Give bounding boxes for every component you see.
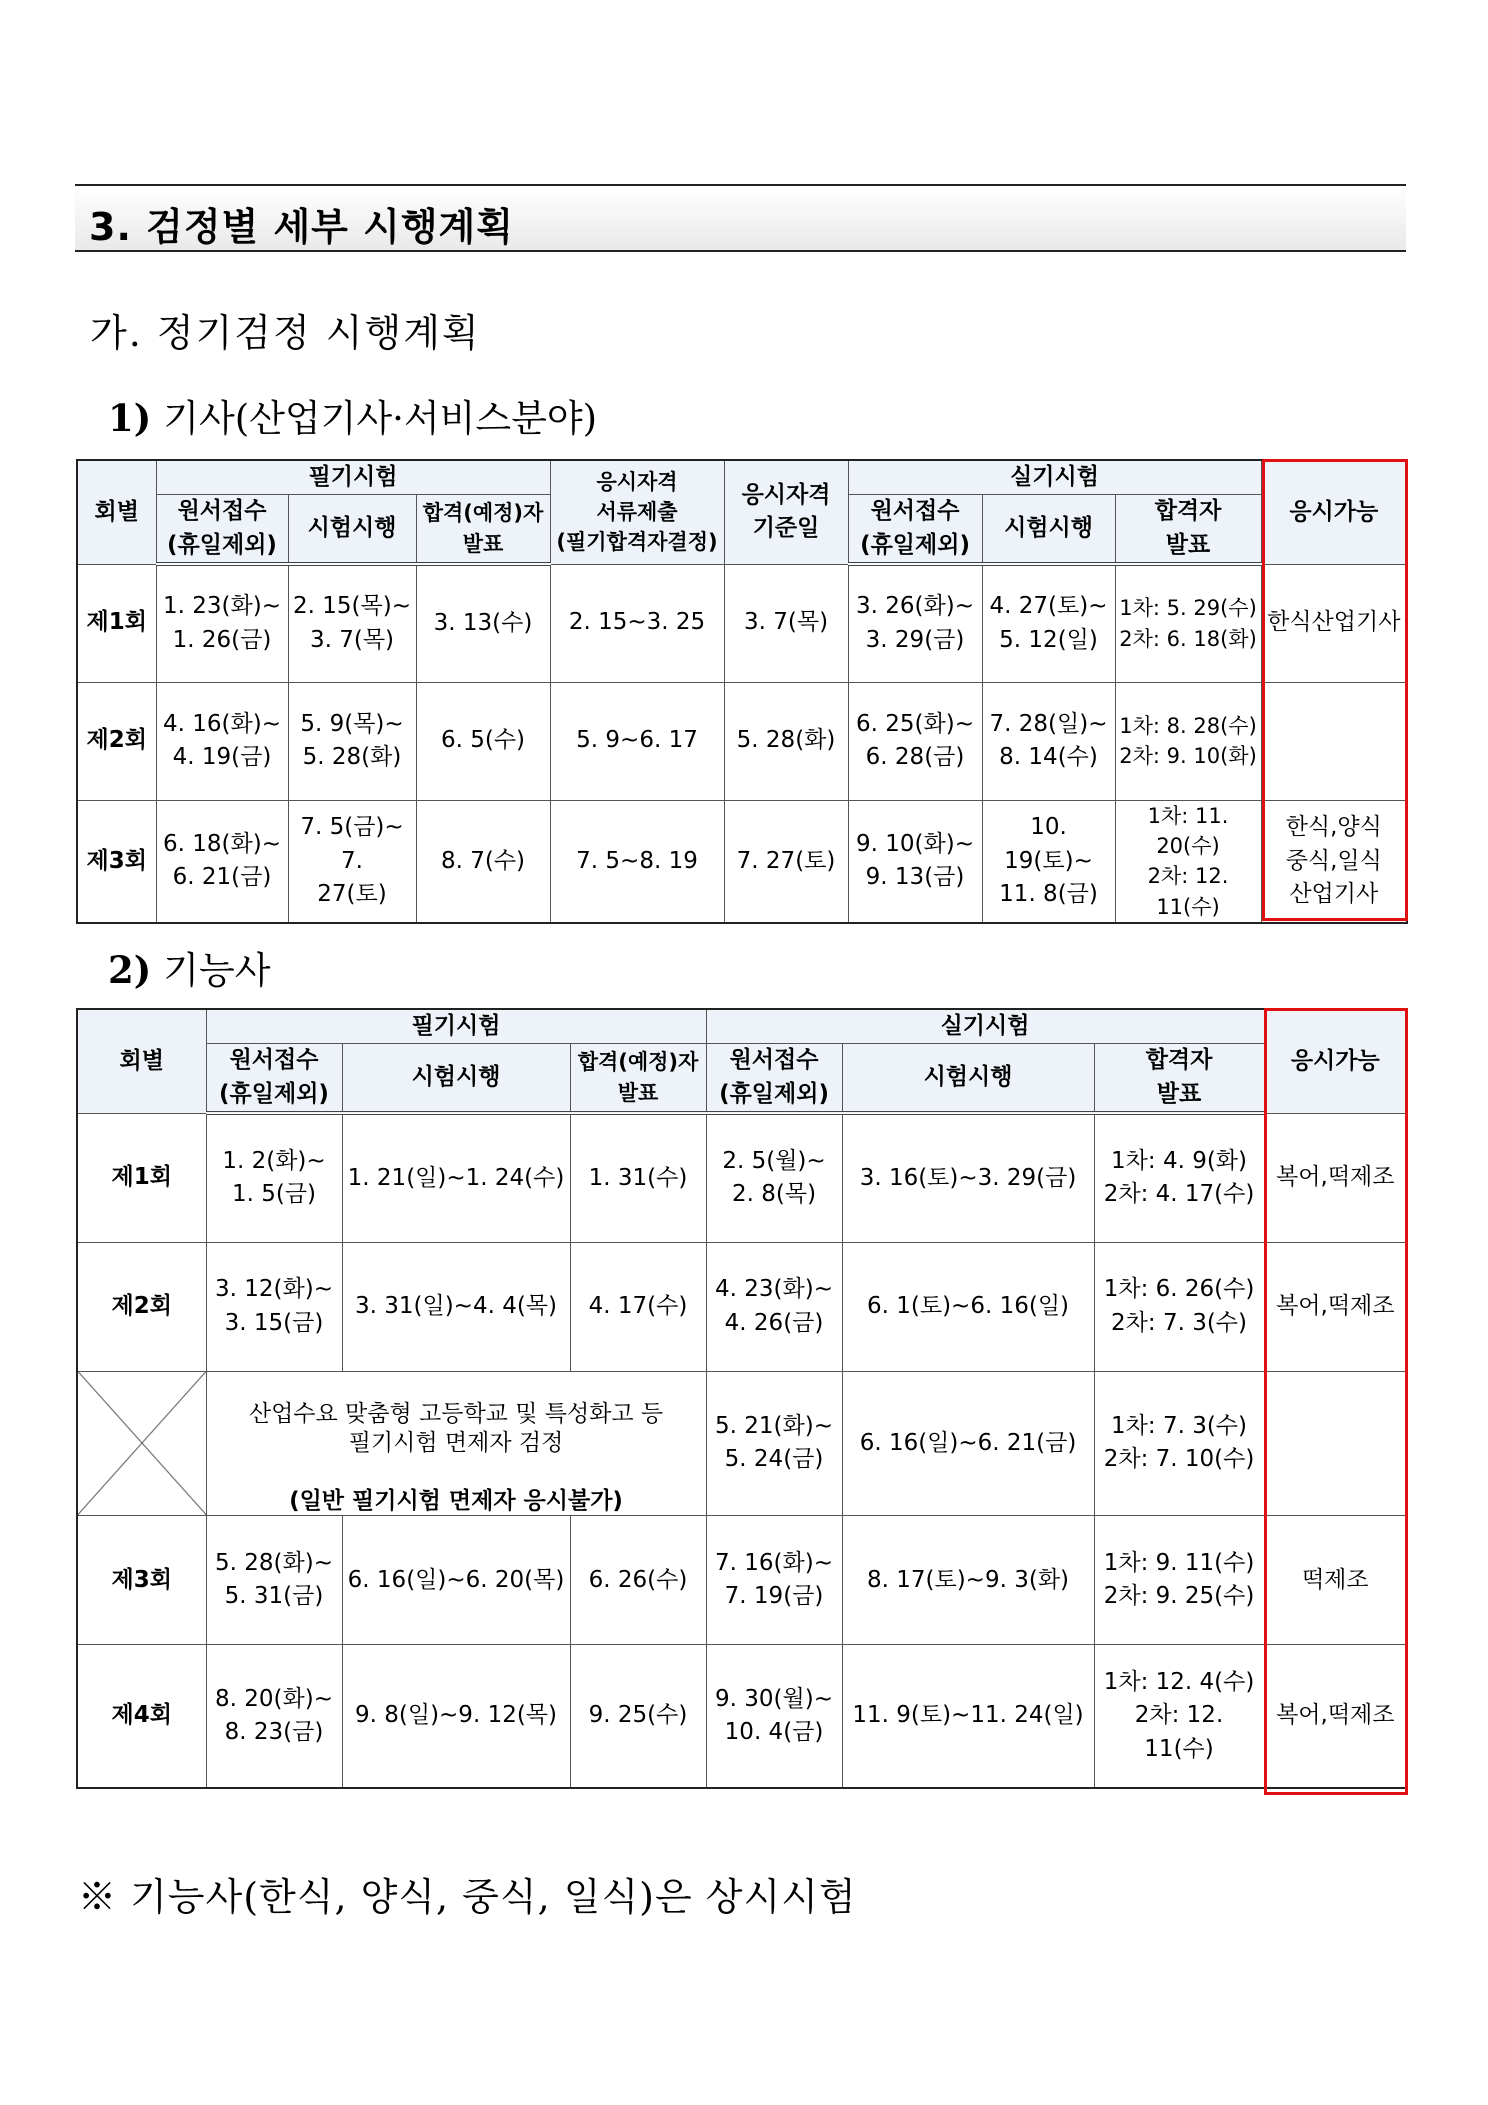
header-practical-exam: 실기시험 <box>706 1009 1264 1044</box>
eligibility-cell: 3. 7(목) <box>724 564 848 682</box>
prac-application-cell: 6. 25(화)~ 6. 28(금) <box>848 682 982 800</box>
subheading-craftsman-number: 2) <box>108 948 152 992</box>
header-application: 원서접수 (휴일제외) <box>206 1044 342 1113</box>
prac-exam-cell: 4. 27(토)~ 5. 12(일) <box>982 564 1115 682</box>
section-title: 3. 검정별 세부 시행계획 <box>89 205 514 249</box>
subheading-engineer <box>108 388 597 442</box>
craftsman-schedule-table <box>76 1008 1408 1789</box>
exam-cell: 1. 21(일)~1. 24(수) <box>342 1113 570 1242</box>
documents-cell: 5. 9~6. 17 <box>550 682 724 800</box>
prac-application-cell: 7. 16(화)~ 7. 19(금) <box>706 1516 842 1645</box>
round-cell: 제4회 <box>77 1645 206 1788</box>
prac-application-cell: 2. 5(월)~ 2. 8(목) <box>706 1113 842 1242</box>
available-cell: 복어,떡제조 <box>1264 1113 1407 1242</box>
prac-announce-cell: 1차: 9. 11(수) 2차: 9. 25(수) <box>1094 1516 1264 1645</box>
announce-cell: 4. 17(수) <box>570 1242 706 1371</box>
application-cell: 3. 12(화)~ 3. 15(금) <box>206 1242 342 1371</box>
prac-exam-cell: 8. 17(토)~9. 3(화) <box>842 1516 1094 1645</box>
prac-application-cell: 9. 10(화)~ 9. 13(금) <box>848 800 982 923</box>
header-prac-exam: 시험시행 <box>982 495 1115 564</box>
prac-exam-cell: 3. 16(토)~3. 29(금) <box>842 1113 1094 1242</box>
prac-announce-cell: 1차: 5. 29(수) 2차: 6. 18(화) <box>1115 564 1261 682</box>
table-row <box>77 1516 1407 1645</box>
round-cell: 제3회 <box>77 1516 206 1645</box>
announce-cell: 9. 25(수) <box>570 1645 706 1788</box>
header-prac-announce: 합격자 발표 <box>1115 495 1261 564</box>
header-round: 회별 <box>77 460 156 564</box>
exam-cell: 3. 31(일)~4. 4(목) <box>342 1242 570 1371</box>
table-row <box>77 1242 1407 1371</box>
available-cell: 복어,떡제조 <box>1264 1242 1407 1371</box>
header-eligibility-date: 응시자격 기준일 <box>724 460 848 564</box>
available-cell <box>1264 1371 1407 1516</box>
exam-cell: 7. 5(금)~ 7. 27(토) <box>288 800 416 923</box>
round-cell: 제1회 <box>77 564 156 682</box>
round-cell: 제2회 <box>77 682 156 800</box>
announce-cell: 3. 13(수) <box>416 564 550 682</box>
documents-cell: 7. 5~8. 19 <box>550 800 724 923</box>
header-exam: 시험시행 <box>288 495 416 564</box>
header-practical-exam: 실기시험 <box>848 460 1261 495</box>
header-prac-exam: 시험시행 <box>842 1044 1094 1113</box>
announce-cell: 1. 31(수) <box>570 1113 706 1242</box>
prac-announce-cell: 1차: 8. 28(수) 2차: 9. 10(화) <box>1115 682 1261 800</box>
eligibility-cell: 5. 28(화) <box>724 682 848 800</box>
header-written-exam: 필기시험 <box>156 460 550 495</box>
prac-application-cell: 3. 26(화)~ 3. 29(금) <box>848 564 982 682</box>
header-available: 응시가능 <box>1264 1009 1407 1113</box>
announce-cell: 8. 7(수) <box>416 800 550 923</box>
subheading-craftsman <box>108 940 271 994</box>
prac-application-cell: 5. 21(화)~ 5. 24(금) <box>706 1371 842 1516</box>
application-cell: 4. 16(화)~ 4. 19(금) <box>156 682 288 800</box>
header-pass-announce: 합격(예정)자 발표 <box>416 495 550 564</box>
prac-exam-cell: 6. 16(일)~6. 21(금) <box>842 1371 1094 1516</box>
available-cell <box>1261 682 1407 800</box>
round-cell: 제1회 <box>77 1113 206 1242</box>
subheading-craftsman-text: 기능사 <box>163 949 271 992</box>
prac-announce-cell: 1차: 7. 3(수) 2차: 7. 10(수) <box>1094 1371 1264 1516</box>
prac-announce-cell: 1차: 11. 20(수) 2차: 12. 11(수) <box>1115 800 1261 923</box>
exam-cell: 6. 16(일)~6. 20(목) <box>342 1516 570 1645</box>
footnote: ※ 기능사(한식, 양식, 중식, 일식)은 상시시험 <box>78 1875 857 1919</box>
application-cell: 5. 28(화)~ 5. 31(금) <box>206 1516 342 1645</box>
table-row <box>77 1645 1407 1788</box>
header-prac-announce: 합격자 발표 <box>1094 1044 1264 1113</box>
table-row <box>77 564 1407 682</box>
header-pass-announce: 합격(예정)자 발표 <box>570 1044 706 1113</box>
prac-announce-cell: 1차: 6. 26(수) 2차: 7. 3(수) <box>1094 1242 1264 1371</box>
available-cell: 한식,양식 중식,일식 산업기사 <box>1261 800 1407 923</box>
special-note-text: 산업수요 맞춤형 고등학교 및 특성화고 등 필기시험 면제자 검정 <box>248 1401 664 1457</box>
table-row <box>77 1113 1407 1242</box>
application-cell: 6. 18(화)~ 6. 21(금) <box>156 800 288 923</box>
subheading-engineer-text: 기사(산업기사·서비스분야) <box>163 397 598 440</box>
header-documents: 응시자격 서류제출 (필기합격자결정) <box>550 460 724 564</box>
available-cell: 복어,떡제조 <box>1264 1645 1407 1788</box>
prac-exam-cell: 6. 1(토)~6. 16(일) <box>842 1242 1094 1371</box>
announce-cell: 6. 5(수) <box>416 682 550 800</box>
prac-exam-cell: 11. 9(토)~11. 24(일) <box>842 1645 1094 1788</box>
special-note-cell <box>206 1371 706 1516</box>
application-cell: 8. 20(화)~ 8. 23(금) <box>206 1645 342 1788</box>
round-cell: 제2회 <box>77 1242 206 1371</box>
crossed-out-cell <box>77 1371 206 1516</box>
header-written-exam: 필기시험 <box>206 1009 706 1044</box>
prac-application-cell: 9. 30(월)~ 10. 4(금) <box>706 1645 842 1788</box>
table-row-special <box>77 1371 1407 1516</box>
documents-cell: 2. 15~3. 25 <box>550 564 724 682</box>
header-application: 원서접수 (휴일제외) <box>156 495 288 564</box>
table-row <box>77 800 1407 923</box>
available-cell: 떡제조 <box>1264 1516 1407 1645</box>
eligibility-cell: 7. 27(토) <box>724 800 848 923</box>
section-title-bar <box>75 184 1406 252</box>
header-prac-application: 원서접수 (휴일제외) <box>706 1044 842 1113</box>
header-prac-application: 원서접수 (휴일제외) <box>848 495 982 564</box>
header-round: 회별 <box>77 1009 206 1113</box>
prac-exam-cell: 7. 28(일)~ 8. 14(수) <box>982 682 1115 800</box>
round-cell: 제3회 <box>77 800 156 923</box>
engineer-schedule-table <box>76 459 1408 924</box>
exam-cell: 5. 9(목)~ 5. 28(화) <box>288 682 416 800</box>
application-cell: 1. 2(화)~ 1. 5(금) <box>206 1113 342 1242</box>
table-row <box>77 682 1407 800</box>
header-exam: 시험시행 <box>342 1044 570 1113</box>
prac-exam-cell: 10. 19(토)~ 11. 8(금) <box>982 800 1115 923</box>
available-cell: 한식산업기사 <box>1261 564 1407 682</box>
header-available: 응시가능 <box>1261 460 1407 564</box>
subheading-regular-exam: 가. 정기검정 시행계획 <box>90 311 481 355</box>
exam-cell: 9. 8(일)~9. 12(목) <box>342 1645 570 1788</box>
prac-application-cell: 4. 23(화)~ 4. 26(금) <box>706 1242 842 1371</box>
prac-announce-cell: 1차: 4. 9(화) 2차: 4. 17(수) <box>1094 1113 1264 1242</box>
exam-cell: 2. 15(목)~ 3. 7(목) <box>288 564 416 682</box>
application-cell: 1. 23(화)~ 1. 26(금) <box>156 564 288 682</box>
special-note-bold: (일반 필기시험 면제자 응시불가) <box>289 1487 623 1514</box>
announce-cell: 6. 26(수) <box>570 1516 706 1645</box>
subheading-engineer-number: 1) <box>108 396 152 440</box>
prac-announce-cell: 1차: 12. 4(수) 2차: 12. 11(수) <box>1094 1645 1264 1788</box>
